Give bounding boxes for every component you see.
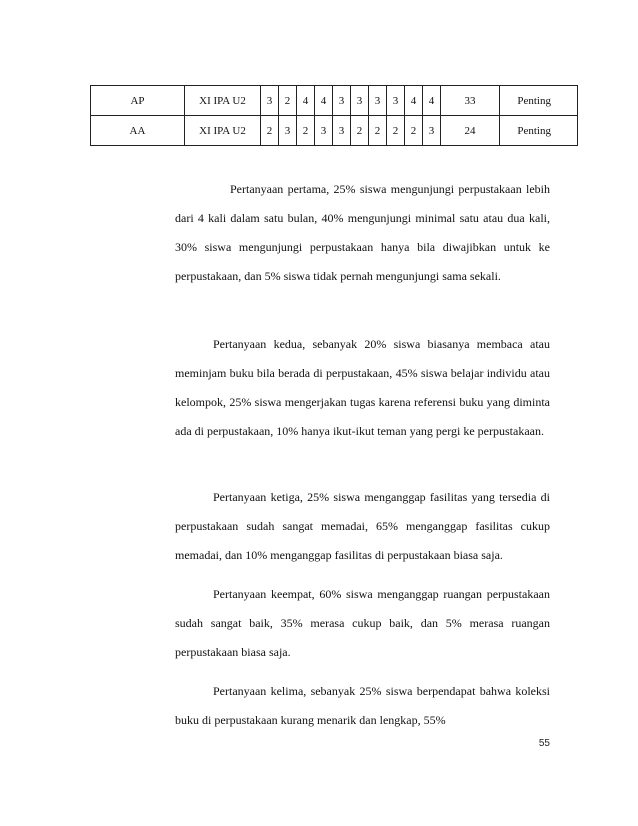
- score-cell: 3: [333, 116, 351, 146]
- score-cell: 4: [423, 86, 441, 116]
- paragraph-text: Pertanyaan kedua, sebanyak 20% siswa biasanya membaca atau meminjam buku bila berada di perpustakaan, 45% siswa belajar individu atau kelompok, 25% siswa mengerjakan tugas karena referensi buku yang diminta ada di perpustakaan, 10% hanya ikut-ikut teman yang pergi ke perpustakaan.: [175, 337, 550, 438]
- class-cell: XI IPA U2: [185, 86, 261, 116]
- paragraph-question-5: [175, 677, 550, 735]
- score-cell: 3: [387, 86, 405, 116]
- status-cell: Penting: [500, 116, 578, 146]
- paragraph-question-3: [175, 483, 550, 570]
- score-cell: 2: [369, 116, 387, 146]
- total-cell: 33: [441, 86, 500, 116]
- paragraph-text: Pertanyaan kelima, sebanyak 25% siswa berpendapat bahwa koleksi buku di perpustakaan kurang menarik dan lengkap, 55%: [175, 684, 550, 727]
- score-cell: 3: [369, 86, 387, 116]
- score-cell: 4: [315, 86, 333, 116]
- status-cell: Penting: [500, 86, 578, 116]
- score-cell: 3: [423, 116, 441, 146]
- score-cell: 2: [351, 116, 369, 146]
- paragraph-text: Pertanyaan ketiga, 25% siswa menganggap fasilitas yang tersedia di perpustakaan sudah sangat memadai, 65% menganggap fasilitas cukup memadai, dan 10% menganggap fasilitas di perpustakaan biasa saja.: [175, 490, 550, 562]
- score-cell: 4: [297, 86, 315, 116]
- table-row: [91, 116, 578, 146]
- score-table-body: [91, 86, 578, 146]
- score-cell: 2: [405, 116, 423, 146]
- class-cell: XI IPA U2: [185, 116, 261, 146]
- score-cell: 3: [279, 116, 297, 146]
- score-cell: 4: [405, 86, 423, 116]
- score-cell: 2: [297, 116, 315, 146]
- page-number: 55: [538, 738, 550, 749]
- paragraph-text: Pertanyaan pertama, 25% siswa mengunjungi perpustakaan lebih dari 4 kali dalam satu bulan, 40% mengunjungi minimal satu atau dua kali, 30% siswa mengunjungi perpustakaan hanya bila diwajibkan untuk ke perpustakaan, dan 5% siswa tidak pernah mengunjungi sama sekali.: [175, 182, 550, 283]
- score-cell: 3: [315, 116, 333, 146]
- paragraph-question-4: [175, 580, 550, 667]
- total-cell: 24: [441, 116, 500, 146]
- score-cell: 3: [351, 86, 369, 116]
- paragraph-text: Pertanyaan keempat, 60% siswa menganggap ruangan perpustakaan sudah sangat baik, 35% merasa cukup baik, dan 5% merasa ruangan perpustakaan biasa saja.: [175, 587, 550, 659]
- score-cell: 2: [279, 86, 297, 116]
- paragraph-question-1: [175, 175, 550, 291]
- student-code-cell: AP: [91, 86, 185, 116]
- score-table: [90, 85, 578, 146]
- student-code-cell: AA: [91, 116, 185, 146]
- table-row: [91, 86, 578, 116]
- paragraph-question-2: [175, 330, 550, 446]
- score-cell: 3: [333, 86, 351, 116]
- score-cell: 2: [387, 116, 405, 146]
- score-cell: 3: [261, 86, 279, 116]
- score-cell: 2: [261, 116, 279, 146]
